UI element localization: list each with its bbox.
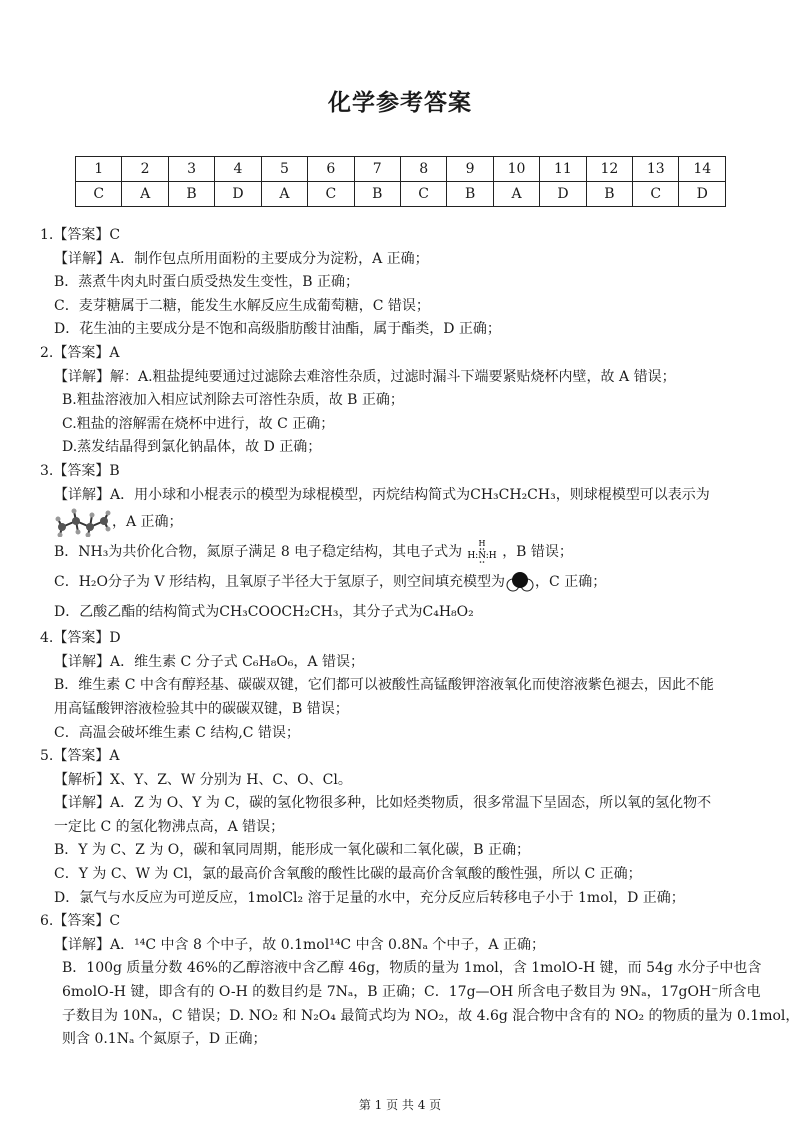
q3-text: C． bbox=[54, 574, 79, 591]
question-number: 4 bbox=[215, 157, 261, 182]
question-number: 13 bbox=[633, 157, 679, 182]
q3-text: ，其分子式为 bbox=[338, 604, 423, 621]
q4-detail-a: 【详解】A．维生素 C 分子式 C₆H₈O₆，A 错误； bbox=[54, 653, 364, 670]
q3-text: 为共价化合物，氮原子满足 8 电子稳定结构，其电子式为 bbox=[108, 544, 463, 561]
q3-detail-b bbox=[40, 537, 760, 567]
answer-letter: C bbox=[633, 182, 679, 207]
q6-answer: 6.【答案】C bbox=[40, 913, 121, 930]
answer-letter: B bbox=[447, 182, 493, 207]
answer-letter: C bbox=[76, 182, 122, 207]
q6-detail-b-line2: 6molO-H 键，即含有的 O-H 的数目约是 7Nₐ，B 正确；C．17g—OH 所含电子数目为 9Nₐ，17gOH⁻所含电 bbox=[62, 984, 761, 1001]
answer-table bbox=[75, 156, 726, 207]
answer-letter: D bbox=[540, 182, 586, 207]
q3-text: ，则球棍模型可以表示为 bbox=[555, 486, 710, 503]
question-number: 6 bbox=[308, 157, 354, 182]
question-number: 1 bbox=[76, 157, 122, 182]
q1-detail-d: D．花生油的主要成分是不饱和高级脂肪酸甘油酯，属于酯类，D 正确； bbox=[54, 321, 501, 338]
answer-letter: C bbox=[308, 182, 354, 207]
q6-detail-b-line1: B．100g 质量分数 46%的乙醇溶液中含乙醇 46g，物质的量为 1mol，含 1molO-H 键，而 54g 水分子中也含 bbox=[62, 960, 762, 977]
q4-detail-c: C．高温会破坏维生素 C 结构,C 错误； bbox=[54, 724, 300, 741]
electron-dot-main: H:N:H bbox=[467, 551, 497, 562]
water-space-filling-model-image bbox=[505, 570, 535, 594]
answer-table-number-row bbox=[76, 157, 726, 182]
q3-text: ，B 错误； bbox=[502, 544, 573, 561]
answer-letter: A bbox=[122, 182, 168, 207]
q5-detail-c: C．Y 为 C、W 为 Cl，氯的最高价含氧酸的酸性比碳的最高价含氧酸的酸性强，所以 C 正确； bbox=[54, 866, 642, 883]
q3-text: D．乙酸乙酯的结构简式为 bbox=[54, 604, 220, 621]
q3-text: B． bbox=[54, 544, 79, 561]
q3-detail-d bbox=[40, 597, 760, 627]
q5-detail-d: D．氯气与水反应为可逆反应，1molCl₂ 溶于足量的水中，充分反应后转移电子小于 1mol，D 正确； bbox=[54, 889, 685, 906]
q6-detail-b-line4: 则含 0.1Nₐ 个氮原子，D 正确； bbox=[62, 1031, 267, 1048]
q1-answer: 1.【答案】C bbox=[40, 227, 121, 243]
q3-detail-c bbox=[40, 567, 760, 597]
q2-answer: 2.【答案】A bbox=[40, 344, 120, 361]
answer-letter: D bbox=[679, 182, 726, 207]
q2-detail-b: B.粗盐溶液加入相应试剂除去可溶性杂质，故 B 正确； bbox=[62, 392, 404, 409]
ethyl-acetate-formula: CH₃COOCH₂CH₃ bbox=[219, 604, 339, 621]
q6-detail-a: 【详解】A．¹⁴C 中含 8 个中子，故 0.1mol¹⁴C 中含 0.8Nₐ 个中子，A 正确； bbox=[54, 936, 545, 953]
answer-letter: A bbox=[261, 182, 307, 207]
q3-text: ，A 正确； bbox=[112, 514, 183, 531]
question-number: 11 bbox=[540, 157, 586, 182]
q5-detail-a-line2: 一定比 C 的氢化物沸点高，A 错误； bbox=[54, 818, 285, 835]
answer-letter: B bbox=[354, 182, 400, 207]
answer-letter: A bbox=[493, 182, 539, 207]
question-number: 5 bbox=[261, 157, 307, 182]
q1-detail-b: B．蒸煮牛肉丸时蛋白质受热发生变性，B 正确； bbox=[54, 274, 360, 291]
q5-answer: 5.【答案】A bbox=[40, 748, 120, 765]
q2-detail-c: C.粗盐的溶解需在烧杯中进行，故 C 正确； bbox=[62, 415, 335, 432]
page-title: 化学参考答案 bbox=[328, 90, 472, 116]
answer-letter: C bbox=[400, 182, 446, 207]
ball-and-stick-model-image bbox=[54, 507, 112, 537]
question-number: 9 bbox=[447, 157, 493, 182]
ammonia-electron-dot-formula bbox=[462, 538, 502, 566]
molecular-formula: C₄H₈O₂ bbox=[422, 604, 474, 621]
q3-text: 【详解】A．用小球和小棍表示的模型为球棍模型，丙烷结构简式为 bbox=[54, 486, 471, 503]
ammonia-formula: NH₃ bbox=[78, 544, 109, 561]
question-number: 7 bbox=[354, 157, 400, 182]
q1-detail-a: 【详解】A．制作包点所用面粉的主要成分为淀粉，A 正确； bbox=[54, 250, 429, 267]
q3-text: ，C 正确； bbox=[535, 574, 607, 591]
q6-detail-b-line3: 子数目为 10Nₐ，C 错误；D. NO₂ 和 N₂O₄ 最简式均为 NO₂，故 4.6g 混合物中含有的 NO₂ 的物质的量为 0.1mol， bbox=[62, 1007, 800, 1024]
question-number: 3 bbox=[168, 157, 214, 182]
answer-table-answer-row bbox=[76, 182, 726, 207]
question-number: 8 bbox=[400, 157, 446, 182]
q5-analysis: 【解析】X、Y、Z、W 分别为 H、C、O、Cl。 bbox=[54, 771, 352, 788]
q3-text: 分子为 V 形结构，且氧原子半径大于氢原子，则空间填充模型为 bbox=[108, 574, 506, 591]
q3-detail-a-line2 bbox=[40, 507, 760, 537]
q5-detail-b: B．Y 为 C、Z 为 O，碳和氧同周期，能形成一氧化碳和二氧化碳，B 正确； bbox=[54, 842, 530, 859]
answer-letter: B bbox=[168, 182, 214, 207]
answer-letter: D bbox=[215, 182, 261, 207]
electron-dot-top-h: H bbox=[478, 539, 486, 549]
page-number: 第 1 页 共 4 页 bbox=[358, 1098, 442, 1112]
q3-answer: 3.【答案】B bbox=[40, 462, 120, 479]
question-number: 14 bbox=[679, 157, 726, 182]
answer-letter: B bbox=[586, 182, 632, 207]
q5-detail-a-line1: 【详解】A．Z 为 O、Y 为 C，碳的氢化物很多种，比如烃类物质，很多常温下呈固态，所以氧的氢化物不 bbox=[54, 795, 712, 812]
q2-detail-a: 【详解】解：A.粗盐提纯要通过过滤除去难溶性杂质，过滤时漏斗下端要紧贴烧杯内壁，故 A 错误； bbox=[54, 368, 676, 385]
q3-detail-a-line1 bbox=[40, 484, 760, 508]
question-number: 2 bbox=[122, 157, 168, 182]
q4-answer: 4.【答案】D bbox=[40, 630, 121, 647]
solutions bbox=[40, 224, 800, 1052]
question-number: 10 bbox=[493, 157, 539, 182]
q4-detail-b-line2: 用高锰酸钾溶液检验其中的碳碳双键，B 错误； bbox=[54, 700, 349, 717]
water-formula: H₂O bbox=[78, 574, 109, 591]
propane-formula: CH₃CH₂CH₃ bbox=[470, 486, 556, 503]
q1-detail-c: C．麦芽糖属于二糖，能发生水解反应生成葡萄糖，C 错误； bbox=[54, 297, 430, 314]
question-number: 12 bbox=[586, 157, 632, 182]
q2-detail-d: D.蒸发结晶得到氯化钠晶体，故 D 正确； bbox=[62, 439, 322, 456]
q4-detail-b-line1: B．维生素 C 中含有醇羟基、碳碳双键，它们都可以被酸性高锰酸钾溶液氧化而使溶液紫色褪去，因此不能 bbox=[54, 677, 714, 694]
